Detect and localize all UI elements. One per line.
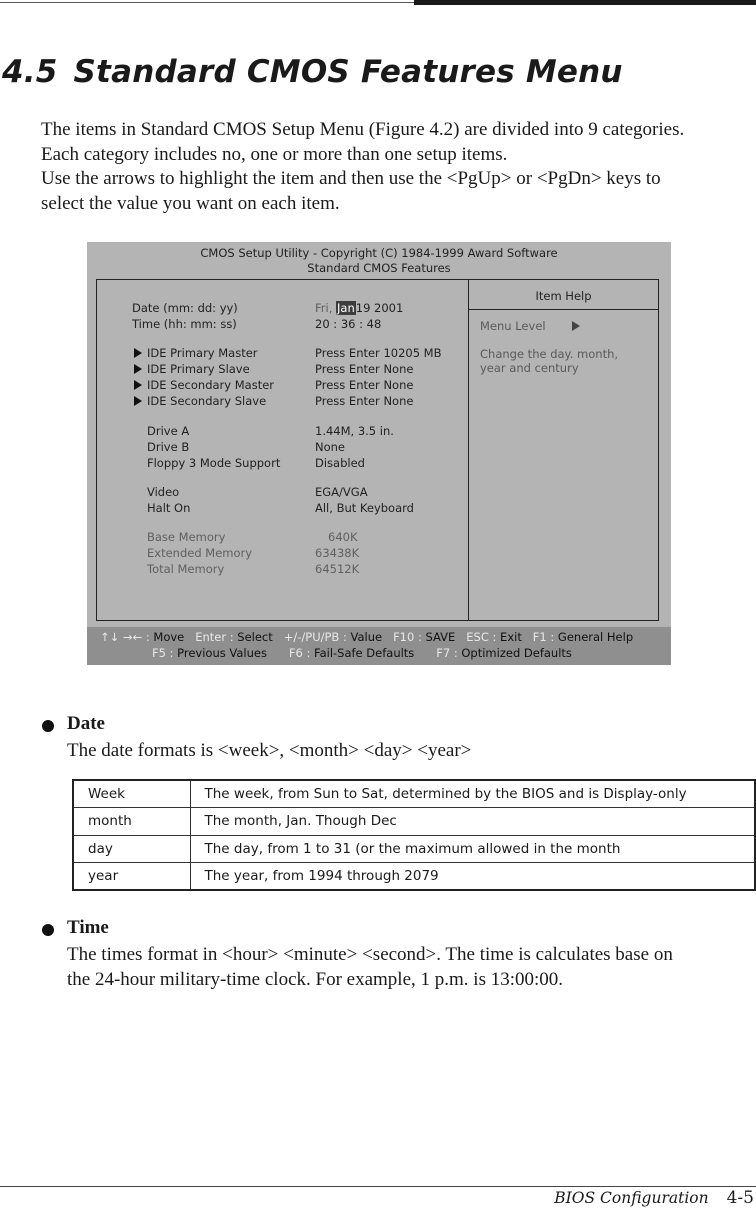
table-cell-field: month — [73, 808, 190, 836]
key-action: Fail-Safe Defaults — [314, 646, 415, 660]
ide-value: Press Enter None — [315, 378, 414, 392]
key-label: +/-/PU/PB : — [283, 630, 347, 644]
memory-value: 64512K — [315, 562, 360, 576]
intro-line: Each category includes no, one or more than one setup items. — [41, 143, 508, 165]
section-number: 4.5 — [2, 54, 58, 90]
date-heading: Date — [67, 713, 105, 734]
halt-value: All, But Keyboard — [315, 501, 414, 515]
ide-label: IDE Primary Master — [147, 346, 258, 360]
key-bar-line-2 — [152, 646, 572, 660]
table-row — [73, 780, 755, 808]
table-row — [73, 835, 755, 863]
ide-value: Press Enter None — [315, 362, 414, 376]
key-label: Enter : — [195, 630, 234, 644]
submenu-arrow-icon — [134, 364, 142, 374]
date-day-year: 19 2001 — [355, 301, 404, 315]
key-label: F10 : — [393, 630, 422, 644]
time-heading: Time — [67, 917, 109, 938]
ide-label: IDE Secondary Slave — [147, 394, 267, 408]
drive-value: Disabled — [315, 456, 365, 470]
key-action: Move — [153, 630, 185, 644]
intro-line: Use the arrows to highlight the item and then use the <PgUp> or <PgDn> keys to — [41, 168, 661, 189]
memory-label: Extended Memory — [147, 546, 253, 560]
time-description-line: the 24-hour military-time clock. For example, 1 p.m. is 13:00:00. — [67, 969, 564, 990]
table-cell-desc: The month, Jan. Though Dec — [190, 808, 755, 836]
page-footer — [554, 1188, 754, 1208]
halt-label: Halt On — [147, 501, 191, 515]
video-value: EGA/VGA — [315, 485, 368, 499]
top-rule — [0, 2, 414, 3]
submenu-arrow-icon — [134, 380, 142, 390]
help-divider — [469, 309, 658, 310]
ide-value: Press Enter 10205 MB — [315, 346, 442, 360]
bios-divider — [468, 279, 469, 621]
bullet-icon — [42, 924, 54, 936]
drive-value: 1.44M, 3.5 in. — [315, 424, 394, 438]
drive-label: Drive B — [147, 440, 190, 454]
table-row — [73, 808, 755, 836]
time-description-line: The times format in <hour> <minute> <second>. The time is calculates base on — [67, 944, 673, 965]
table-cell-desc: The day, from 1 to 31 (or the maximum allowed in the month — [190, 835, 755, 863]
footer-section: BIOS Configuration — [554, 1189, 709, 1207]
date-label: Date (mm: dd: yy) — [132, 301, 238, 315]
drive-label: Drive A — [147, 424, 190, 438]
date-description: The date formats is <week>, <month> <day> <year> — [67, 740, 472, 761]
help-text — [480, 347, 618, 375]
ide-value: Press Enter None — [315, 394, 414, 408]
item-help-title: Item Help — [535, 289, 592, 303]
key-label: F6 : — [288, 646, 311, 660]
intro-line: The items in Standard CMOS Setup Menu (Figure 4.2) are divided into 9 categories. — [41, 119, 685, 140]
bullet-icon — [42, 720, 54, 732]
time-label: Time (hh: mm: ss) — [132, 317, 237, 331]
time-value: 20 : 36 : 48 — [315, 317, 382, 331]
memory-value: 63438K — [315, 546, 360, 560]
memory-value: 640K — [328, 530, 358, 544]
key-bar-line-1 — [100, 630, 633, 644]
key-label: F5 : — [152, 646, 174, 660]
intro-paragraph — [41, 118, 756, 216]
bios-key-bar — [87, 627, 671, 665]
page-number: 4-5 — [726, 1188, 754, 1208]
key-action: Select — [237, 630, 273, 644]
table-cell-field: Week — [73, 780, 190, 808]
date-weekday: Fri, — [315, 301, 333, 315]
key-action: Optimized Defaults — [461, 646, 572, 660]
key-label: F1 : — [532, 630, 555, 644]
date-value — [315, 301, 403, 315]
key-label: ↑↓ →← : — [100, 630, 150, 644]
drive-value: None — [315, 440, 346, 454]
submenu-arrow-icon — [134, 348, 142, 358]
key-label: ESC : — [466, 630, 497, 644]
key-action: Previous Values — [177, 646, 267, 660]
bios-subtitle: Standard CMOS Features — [307, 261, 451, 275]
submenu-arrow-icon — [134, 396, 142, 406]
intro-line: select the value you want on each item. — [41, 192, 340, 214]
table-row — [73, 863, 755, 891]
help-menu-level: Menu Level — [480, 319, 546, 333]
key-action: Exit — [500, 630, 522, 644]
help-text-line: year and century — [480, 361, 579, 375]
date-month-highlight[interactable]: Jan — [337, 301, 355, 315]
key-action: General Help — [557, 630, 634, 644]
table-cell-desc: The week, from Sun to Sat, determined by the BIOS and is Display-only — [190, 780, 755, 808]
key-action: SAVE — [425, 630, 456, 644]
page-title — [2, 54, 623, 90]
top-rule-bold — [414, 0, 756, 5]
table-cell-field: day — [73, 835, 190, 863]
video-label: Video — [147, 485, 180, 499]
bios-screenshot — [87, 242, 671, 665]
key-action: Value — [350, 630, 383, 644]
menu-level-arrow-icon — [572, 321, 580, 331]
footer-rule — [0, 1186, 756, 1187]
table-cell-field: year — [73, 863, 190, 891]
help-text-line: Change the day. month, — [480, 347, 619, 361]
drive-label: Floppy 3 Mode Support — [147, 456, 281, 470]
bios-title: CMOS Setup Utility - Copyright (C) 1984-1999 Award Software — [200, 246, 558, 260]
section-title: Standard CMOS Features Menu — [73, 54, 623, 90]
ide-label: IDE Primary Slave — [147, 362, 250, 376]
ide-label: IDE Secondary Master — [147, 378, 274, 392]
table-cell-desc: The year, from 1994 through 2079 — [190, 863, 755, 891]
date-format-table — [72, 779, 756, 891]
memory-label: Base Memory — [147, 530, 226, 544]
key-label: F7 : — [436, 646, 458, 660]
memory-label: Total Memory — [147, 562, 225, 576]
